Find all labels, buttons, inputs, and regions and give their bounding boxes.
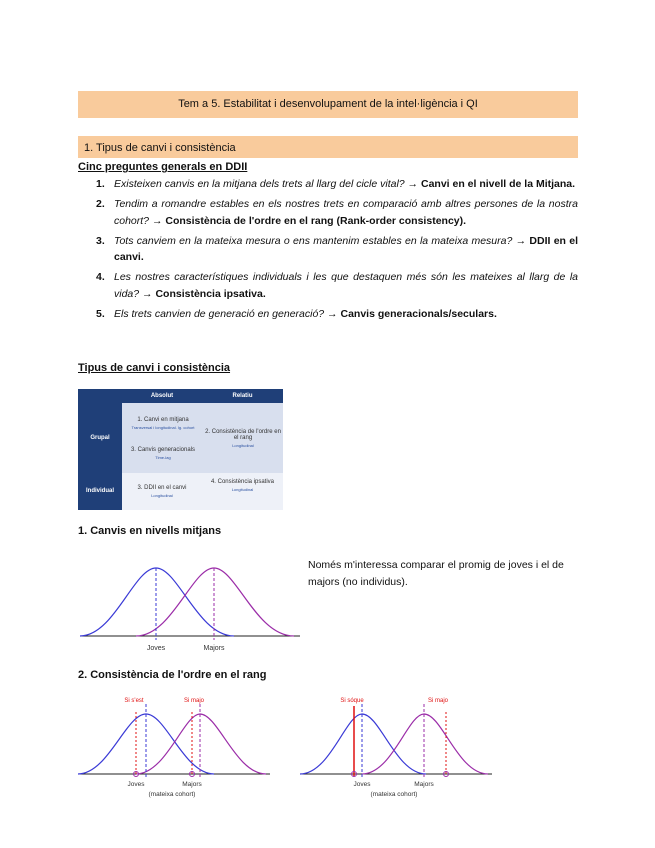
cell-sub: Transversal i longitudinal. Ig. cohort [131, 425, 195, 430]
cell-text: 3. Canvis generacionals [130, 447, 196, 453]
section-band [78, 136, 578, 158]
caption: (mateixa cohort) [148, 791, 196, 798]
question-text: Tots canviem en la mateixa mesura o ens mantenim estables en la mateixa mesura? → [114, 234, 527, 247]
question-item [78, 306, 578, 323]
question-text: Els trets canvien de generació en generació? → [114, 307, 338, 320]
question-number: 2. [96, 198, 105, 210]
table-cell-generational [124, 447, 202, 460]
table-row-individual: Individual [78, 473, 122, 510]
question-text: Existeixen canvis en la mitjana dels trets al llarg del cicle vital? → [114, 178, 419, 190]
question-item [78, 196, 578, 229]
curve-majors [362, 714, 488, 774]
label-joves: Joves [353, 781, 371, 788]
label-joves: Joves [127, 781, 145, 788]
page-title: Tem a 5. Estabilitat i desenvolupament de la intel·ligència i QI [178, 98, 478, 110]
cell-sub: Longitudinal [231, 487, 254, 492]
label-top-right: Si majo [427, 698, 449, 704]
question-item [78, 176, 578, 193]
label-top-right: Si majo [183, 698, 205, 704]
label-joves: Joves [146, 645, 166, 652]
question-number: 4. [96, 271, 105, 283]
caption: (mateixa cohort) [370, 791, 418, 798]
curve-joves [300, 714, 426, 774]
cell-text: 1. Canvi en mitjana [137, 417, 189, 423]
cell-sub: Longitudinal [232, 443, 254, 448]
chart-rank-order-1 [74, 690, 274, 805]
question-text: Tendim a romandre estables en els nostres trets en comparació amb altres persones de la nostra cohort? → [114, 198, 578, 227]
curve-majors [136, 568, 294, 636]
question-item [78, 269, 578, 302]
chart-rank-order-2 [296, 690, 496, 805]
table-header-absolut: Absolut [122, 389, 202, 403]
question-number: 3. [96, 234, 105, 247]
cell-text: 2. Consistència de l'ordre en el rang [205, 429, 281, 441]
cell-text: 3. DDII en el canvi [137, 485, 187, 491]
table-cell-ddii-change [122, 473, 202, 510]
question-answer: Canvis generacionals/seculars. [340, 307, 497, 320]
subheading-mean-levels: 1. Canvis en nivells mitjans [78, 525, 222, 537]
table-cell-ipsative [202, 473, 283, 510]
types-heading: Tipus de canvi i consistència [78, 362, 231, 374]
change-types-table [78, 389, 283, 510]
table-row-grupal: Grupal [78, 403, 122, 473]
table-cell-mean-change [124, 417, 202, 430]
label-majors: Majors [182, 781, 202, 788]
question-answer: Consistència de l'ordre en el rang (Rank-order consistency). [165, 214, 467, 227]
question-answer: Canvi en el nivell de la Mitjana. [420, 178, 576, 190]
subheading-rank-order: 2. Consistència de l'ordre en el rang [78, 669, 267, 681]
cell-text: 4. Consistència ipsativa [210, 479, 275, 485]
question-number: 5. [96, 307, 105, 320]
section-title: 1. Tipus de canvi i consistència [84, 142, 236, 154]
note-text: Només m'interessa comparar el promig de joves i el de majors (no individus). [308, 559, 564, 588]
table-header-relatiu: Relatiu [202, 389, 283, 403]
question-item [78, 233, 578, 266]
label-top-left: Si sóque [340, 698, 364, 704]
label-top-left: Si s'est [124, 698, 144, 704]
question-number: 1. [96, 178, 105, 190]
questions-list [78, 176, 578, 326]
curve-majors [136, 714, 266, 774]
question-answer: DDII en el canvi. [114, 234, 578, 263]
curve-joves [80, 568, 234, 636]
label-majors: Majors [414, 781, 434, 788]
chart-mean-levels [74, 548, 304, 658]
questions-heading: Cinc preguntes generals en DDII [78, 161, 248, 173]
table-corner [78, 389, 122, 403]
question-answer: Consistència ipsativa. [155, 287, 266, 300]
cell-sub: Longitudinal [151, 493, 173, 498]
question-text: Les nostres característiques individuals i les que destaquen més són les mateixes al llarg de la vida? → [114, 271, 578, 300]
title-band [78, 91, 578, 118]
cell-sub: Time-lag [155, 455, 171, 460]
label-majors: Majors [203, 645, 225, 652]
table-cell-rank-order [204, 429, 282, 448]
